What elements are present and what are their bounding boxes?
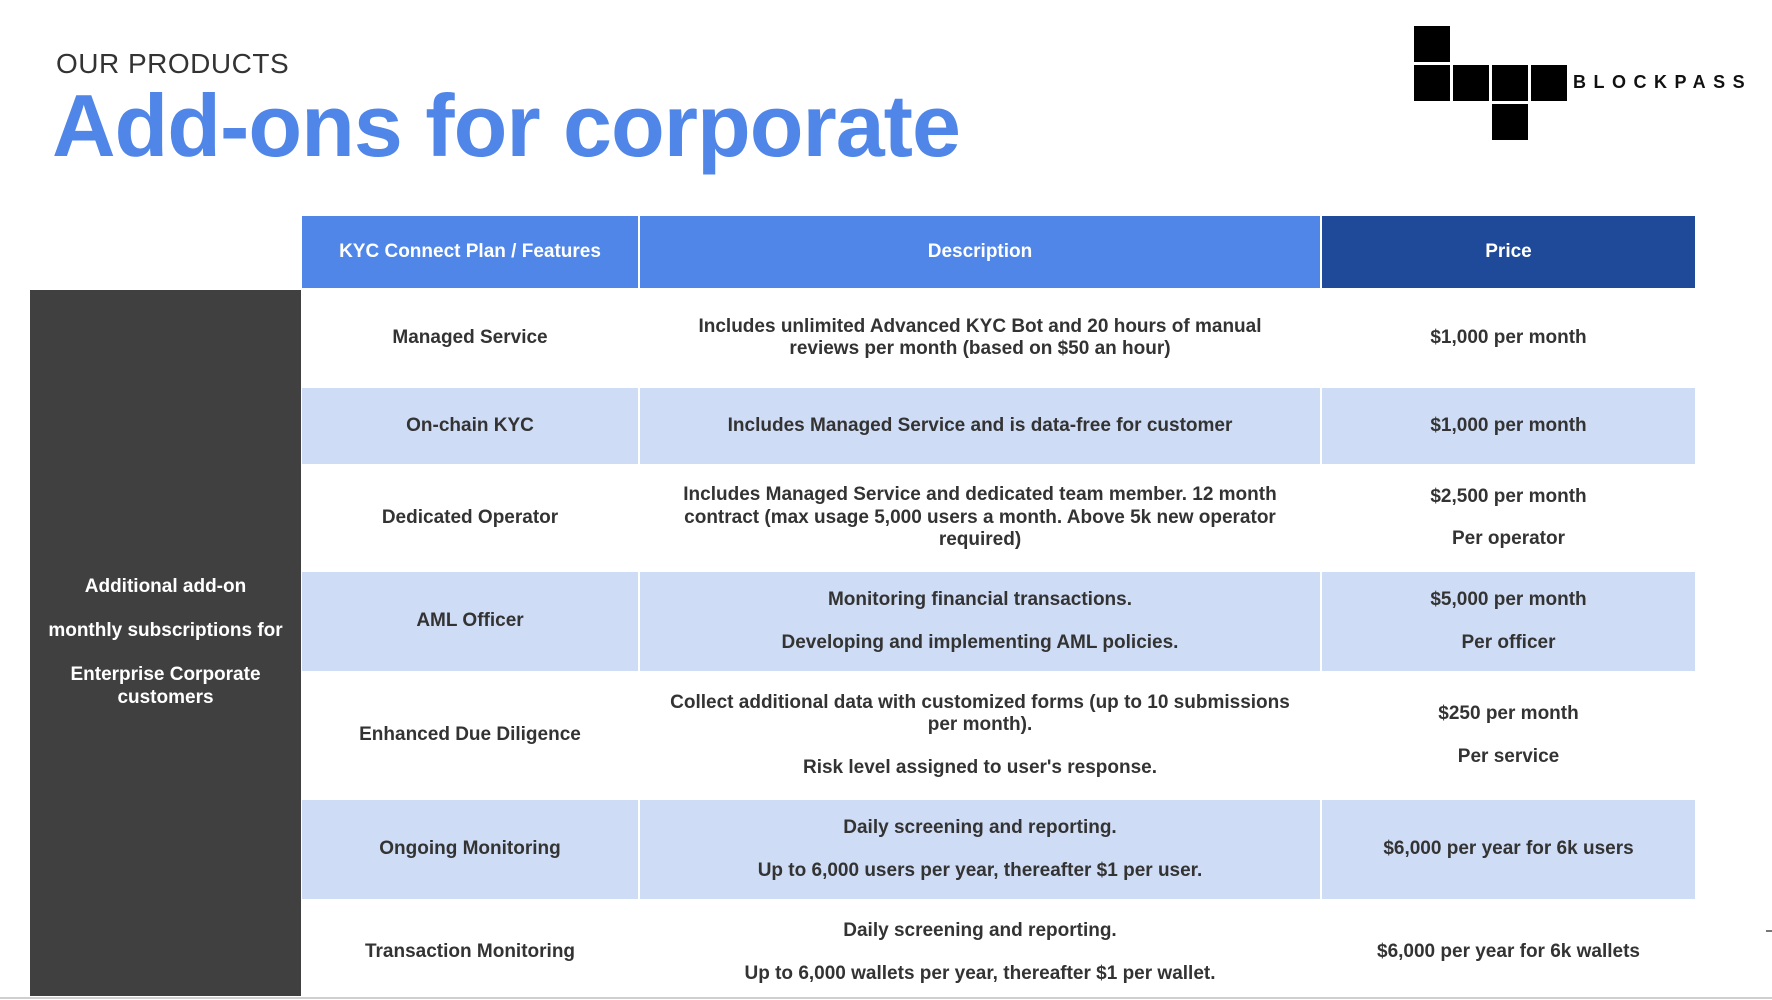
logo-wordmark: BLOCKPASS [1573,72,1753,92]
description-cell [640,800,1320,899]
feature-cell: On-chain KYC [302,388,638,464]
price-cell [1322,572,1695,671]
description-text: Includes Managed Service and is data-free for customer [727,414,1233,436]
description-text: Daily screening and reporting. [843,817,1117,839]
feature-cell: AML Officer [302,572,638,671]
price-cell [1322,388,1695,464]
blockpass-logo [1412,24,1767,142]
price-text: $5,000 per month [1430,589,1587,611]
price-cell [1322,673,1695,798]
description-text: Up to 6,000 wallets per year, thereafter $1 per wallet. [744,962,1216,984]
price-subtext: Per service [1457,745,1560,767]
description-cell [640,466,1320,570]
description-cell [640,572,1320,671]
feature-cell: Ongoing Monitoring [302,800,638,899]
side-panel-line: Enterprise Corporate customers [70,664,261,708]
feature-cell: Dedicated Operator [302,466,638,570]
page-title: Add-ons for corporate [52,76,960,175]
edge-mark [1766,930,1772,932]
description-text: Daily screening and reporting. [843,920,1117,942]
table-row [302,388,1693,464]
description-cell [640,901,1320,1000]
column-header-description: Description [640,216,1320,288]
eyebrow-label: OUR PRODUCTS [56,48,290,79]
logo-square-icon [1492,65,1528,101]
table-row [302,800,1693,899]
description-text: Includes unlimited Advanced KYC Bot and 20 hours of manual reviews per month (based on $50 an hour) [698,315,1262,359]
description-text: Includes Managed Service and dedicated team member. 12 month contract (max usage 5,000 users a month. Above 5k new operator required) [683,484,1277,551]
description-cell [640,388,1320,464]
price-cell [1322,800,1695,899]
price-text: $1,000 per month [1430,414,1587,436]
table-row [302,673,1693,798]
description-text: Collect additional data with customized forms (up to 10 submissions per month). [670,691,1290,736]
logo-square-icon [1414,65,1450,101]
feature-cell: Enhanced Due Diligence [302,673,638,798]
price-text: $250 per month [1438,703,1579,725]
logo-square-icon [1453,65,1489,101]
column-header-price: Price [1322,216,1695,288]
side-panel [30,290,301,996]
side-panel-line: monthly subscriptions for [48,620,283,642]
price-subtext: Per officer [1461,631,1556,653]
description-text: Up to 6,000 users per year, thereafter $1 per user. [757,859,1203,881]
table-row [302,572,1693,671]
table-row [302,466,1693,570]
description-text: Monitoring financial transactions. [827,589,1133,611]
column-header-feature: KYC Connect Plan / Features [302,216,638,288]
description-text: Risk level assigned to user's response. [802,756,1158,778]
logo-square-icon [1492,104,1528,140]
price-cell [1322,290,1695,386]
price-text: $6,000 per year for 6k users [1383,838,1634,860]
logo-square-icon [1531,65,1567,101]
price-text: $1,000 per month [1430,326,1587,348]
description-cell [640,673,1320,798]
logo-square-icon [1414,26,1450,62]
description-text: Developing and implementing AML policies. [781,631,1179,653]
addons-table [302,216,1693,1000]
table-row [302,290,1693,386]
bottom-divider [0,997,1772,999]
description-cell [640,290,1320,386]
price-cell [1322,466,1695,570]
price-text: $2,500 per month [1430,485,1587,507]
price-subtext: Per operator [1452,528,1565,549]
price-text: $6,000 per year for 6k wallets [1377,941,1640,963]
price-cell [1322,901,1695,1000]
side-panel-line: Additional add-on [84,576,247,598]
feature-cell: Transaction Monitoring [302,901,638,1000]
table-header-row [302,216,1693,288]
feature-cell: Managed Service [302,290,638,386]
table-row [302,901,1693,1000]
